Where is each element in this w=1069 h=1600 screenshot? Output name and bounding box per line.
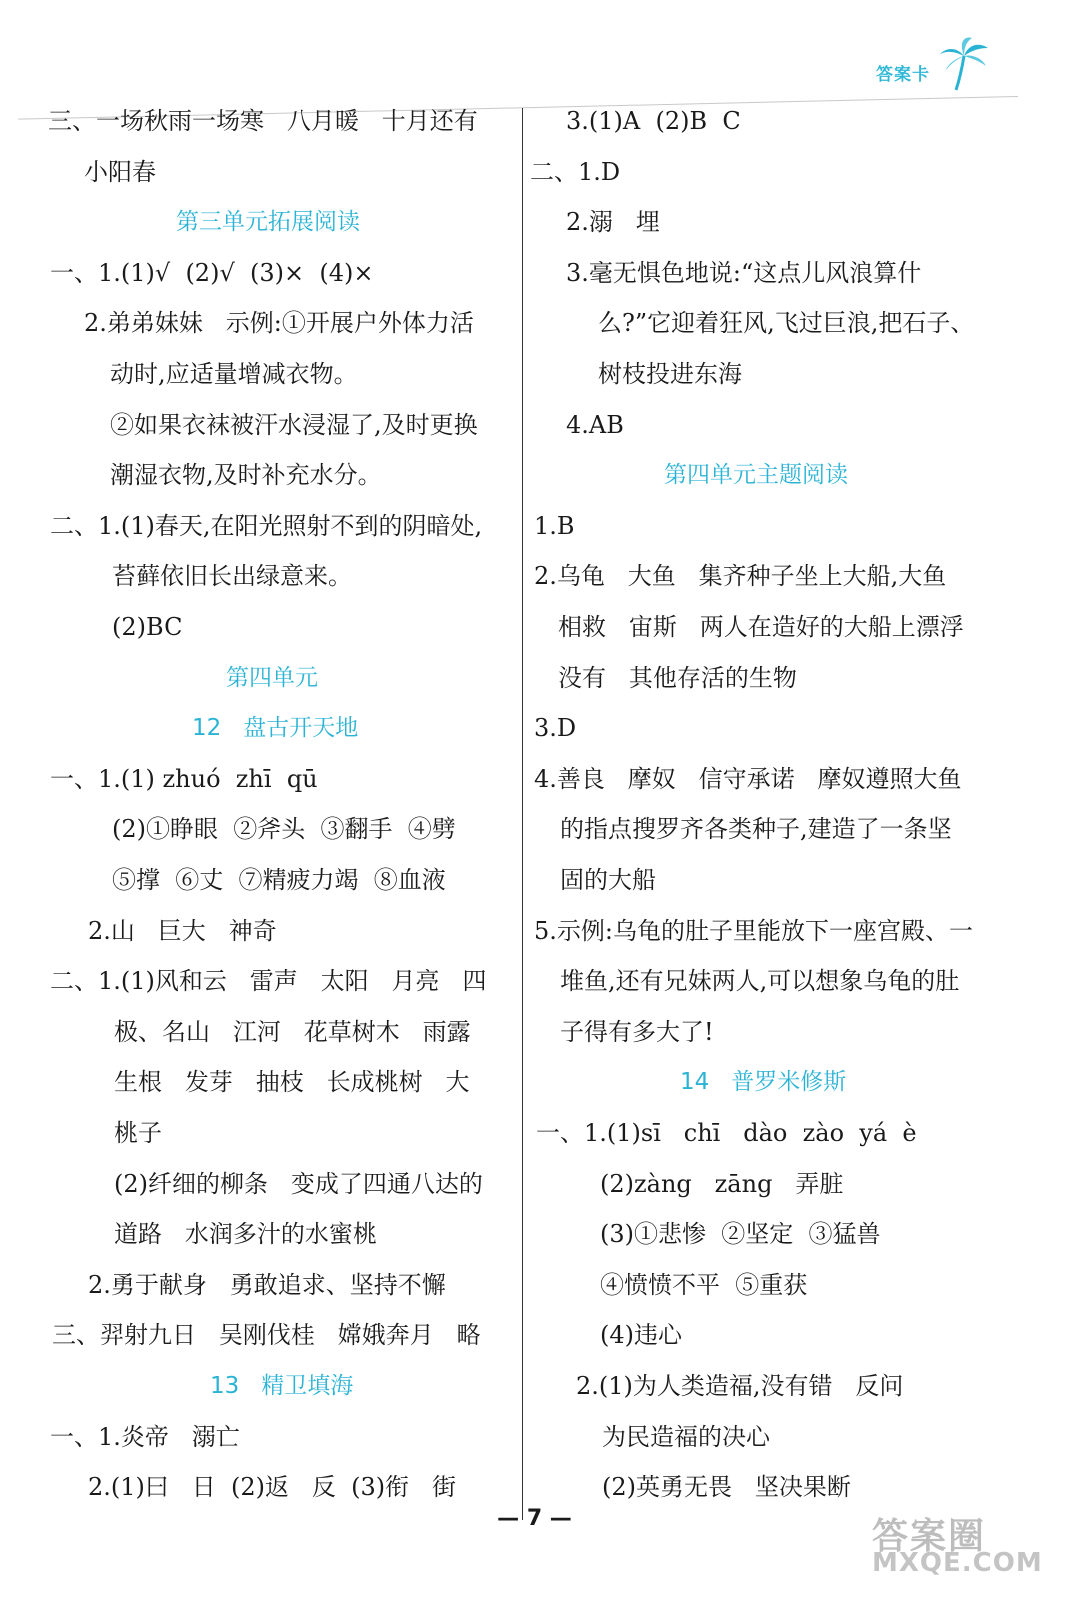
answer-line: 潮湿衣物,及时补充水分。 [110, 461, 382, 490]
section-heading: 13 精卫填海 [210, 1373, 354, 1399]
page-number: — 7 — [497, 1506, 572, 1531]
answer-line: ②如果衣袜被汗水浸湿了,及时更换 [110, 410, 478, 439]
answer-line: 2.乌龟 大鱼 集齐种子坐上大船,大鱼 [534, 562, 947, 591]
answer-line: 一、1.炎帝 溺亡 [50, 1422, 240, 1451]
section-heading: 12 盘古开天地 [192, 715, 359, 742]
answer-line: (2)zàng zāng 弄脏 [600, 1169, 844, 1198]
answer-line: 三、一场秋雨一场寒 八月暖 十月还有 [48, 107, 478, 135]
answer-line: 2.勇于献身 勇敢追求、坚持不懈 [88, 1270, 446, 1299]
answer-line: 极、名山 江河 花草树木 雨露 [114, 1017, 471, 1046]
answer-line: ④愤愤不平 ⑤重获 [600, 1270, 808, 1299]
answer-line: 树枝投进东海 [598, 360, 742, 388]
section-heading: 第四单元 [226, 664, 318, 691]
answer-line: 3.(1)A (2)B C [566, 107, 741, 135]
answer-line: 1.B [534, 511, 575, 540]
answer-line: 小阳春 [84, 157, 156, 186]
answer-line: (4)违心 [600, 1321, 682, 1350]
answer-line: (2)英勇无畏 坚决果断 [602, 1473, 851, 1502]
answer-line: 2.溺 埋 [566, 208, 660, 237]
answer-line: 一、1.(1) zhuó zhī qū [50, 764, 318, 793]
answer-line: 么?”它迎着狂风,飞过巨浪,把石子、 [598, 309, 975, 338]
answer-line: 二、1.D [530, 157, 621, 186]
answer-line: 子得有多大了! [560, 1017, 714, 1046]
answer-line: (2)BC [112, 613, 183, 641]
answer-line: ⑤撑 ⑥丈 ⑦精疲力竭 ⑧血液 [112, 866, 446, 894]
palm-tree-icon [938, 36, 990, 92]
answer-line: 一、1.(1)√ (2)√ (3)× (4)× [50, 258, 374, 287]
answer-line: 为民造福的决心 [602, 1422, 770, 1451]
answer-line: 二、1.(1)风和云 雷声 太阳 月亮 四 [50, 967, 487, 996]
answer-line: 没有 其他存活的生物 [558, 663, 797, 692]
answer-line: 2.山 巨大 神奇 [88, 916, 277, 945]
answer-card-badge: 答案卡 [876, 65, 930, 85]
section-heading: 第四单元主题阅读 [664, 462, 848, 489]
answer-line: 5.示例:乌龟的肚子里能放下一座宫殿、一 [534, 916, 973, 945]
answer-line: 4.AB [566, 410, 624, 439]
answer-line: (3)①悲惨 ②坚定 ③猛兽 [600, 1220, 881, 1249]
answer-line: 道路 水润多汁的水蜜桃 [114, 1220, 377, 1249]
answer-line: (2)纤细的柳条 变成了四通八达的 [114, 1169, 483, 1198]
answer-line: 2.(1)曰 日 (2)返 反 (3)衔 街 [88, 1473, 457, 1502]
answer-line: 2.(1)为人类造福,没有错 反问 [576, 1372, 904, 1400]
answer-line: 2.弟弟妹妹 示例:①开展户外体力活 [84, 309, 474, 338]
answer-line: 的指点搜罗齐各类种子,建造了一条坚 [560, 815, 952, 844]
column-divider [522, 108, 523, 1520]
answer-line: 3.D [534, 714, 577, 743]
section-heading: 第三单元拓展阅读 [176, 209, 360, 236]
answer-line: 4.善良 摩奴 信守承诺 摩奴遵照大鱼 [534, 764, 962, 793]
answer-line: 桃子 [114, 1119, 162, 1147]
answer-line: 苔藓依旧长出绿意来。 [112, 562, 352, 591]
answer-line: 一、1.(1)sī chī dào zào yá è [536, 1119, 917, 1147]
answer-line: 二、1.(1)春天,在阳光照射不到的阴暗处, [50, 511, 483, 540]
answer-line: 3.毫无惧色地说:“这点儿风浪算什 [566, 258, 922, 287]
watermark-logo: 答案圈 [872, 1516, 987, 1557]
answer-line: (2)①睁眼 ②斧头 ③翻手 ④劈 [112, 815, 456, 844]
answer-line: 动时,应适量增减衣物。 [110, 360, 358, 388]
answer-line: 生根 发芽 抽枝 长成桃树 大 [114, 1068, 470, 1097]
section-heading: 14 普罗米修斯 [680, 1069, 847, 1096]
answer-line: 相救 宙斯 两人在造好的大船上漂浮 [558, 613, 964, 641]
answer-line: 三、羿射九日 吴刚伐桂 嫦娥奔月 略 [52, 1321, 481, 1350]
watermark-url: MXQE.COM [872, 1548, 1043, 1578]
answer-line: 固的大船 [560, 866, 656, 894]
answer-line: 堆鱼,还有兄妹两人,可以想象乌龟的肚 [560, 967, 960, 996]
